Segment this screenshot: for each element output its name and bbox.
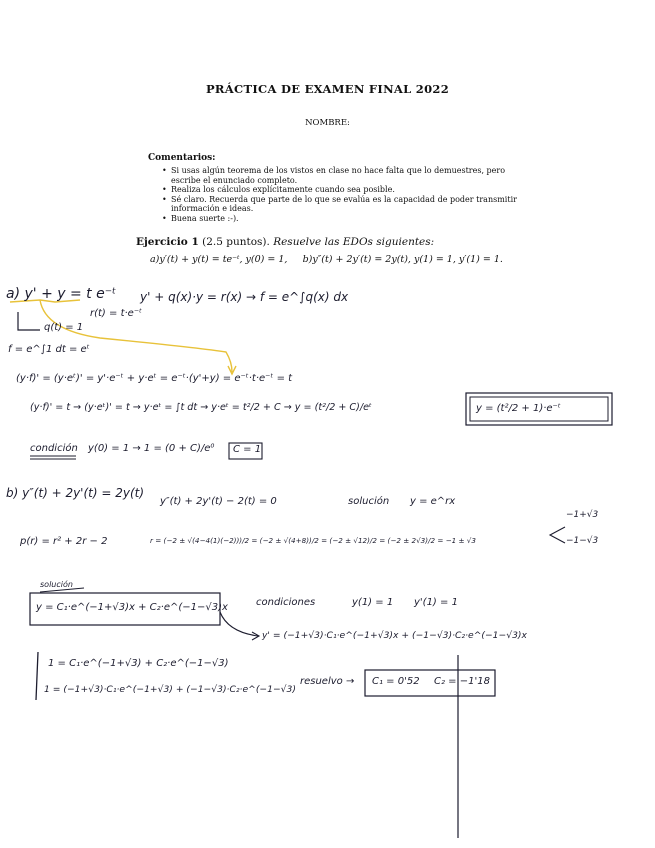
hw-b-ansatz: y = e^rx	[410, 496, 456, 507]
hw-b-derivative: y' = (−1+√3)·C₁·e^(−1+√3)x + (−1−√3)·C₂·e^(−1−√3)x	[262, 630, 527, 641]
comments-heading: Comentarios:	[148, 153, 216, 163]
equation-b: b)y″(t) + 2y′(t) = 2y(t), y(1) = 1, y′(1) = 1.	[302, 254, 503, 265]
hw-a-line1: a) y' + y = t e⁻ᵗ	[6, 286, 117, 302]
equation-a: a)y′(t) + y(t) = te⁻ᵗ, y(0) = 1,	[150, 254, 288, 265]
hw-b-general-solution: y = C₁·e^(−1+√3)x + C₂·e^(−1−√3)x	[36, 602, 228, 613]
hw-a-integral: (y·f)' = t → (y·eᵗ)' = t → y·eᵗ = ∫t dt → y·eᵗ = t²/2 + C → y = (t²/2 + C)/eᵗ	[30, 402, 372, 413]
hw-b-char-poly: p(r) = r² + 2r − 2	[20, 536, 108, 547]
hw-b-c2: C₂ = −1'18	[434, 676, 490, 687]
hw-b-general-label: solución	[40, 580, 73, 589]
bracket-a	[18, 312, 40, 330]
comment-item: • Si usas algún teorema de los vistos en clase no hace falta que lo demuestres, pero escribe el enunciado completo.	[160, 166, 520, 185]
hw-b-c1: C₁ = 0'52	[372, 676, 420, 687]
exercise-points: (2.5 puntos).	[202, 236, 270, 248]
hw-b-solucion-label: solución	[348, 496, 390, 507]
hw-a-general-form: y' + q(x)·y = r(x) → f = e^∫q(x) dx	[140, 290, 349, 304]
hw-a-r-def: r(t) = t·e⁻ᵗ	[90, 308, 143, 319]
exercise-label: Ejercicio 1	[136, 236, 199, 248]
exercise-prompt: Resuelve las EDOs siguientes:	[273, 236, 435, 248]
comment-item: • Sé claro. Recuerda que parte de lo que se evalúa es la capacidad de poder transmitir información e ideas.	[160, 195, 520, 214]
hw-b-root1: −1+√3	[566, 510, 599, 520]
hw-a-q-def: q(t) = 1	[44, 322, 84, 333]
hw-b-rewrite: y″(t) + 2y'(t) − 2(t) = 0	[160, 496, 277, 507]
name-label: NOMBRE:	[305, 118, 350, 128]
hw-b-cond1: y(1) = 1	[352, 597, 394, 608]
hw-b-system1: 1 = C₁·e^(−1+√3) + C₂·e^(−1−√3)	[48, 658, 229, 669]
comment-item: • Realiza los cálculos explícitamente cuando sea posible.	[160, 185, 520, 195]
hw-b-conditions-label: condiciones	[256, 597, 316, 608]
hw-b-system2: 1 = (−1+√3)·C₁·e^(−1+√3) + (−1−√3)·C₂·e^(−1−√3)	[44, 684, 296, 695]
hw-b-cond2: y'(1) = 1	[414, 597, 458, 608]
hw-a-f-def: f = e^∫1 dt = eᵗ	[8, 344, 90, 355]
hw-a-solution: y = (t²/2 + 1)·e⁻ᵗ	[476, 403, 561, 414]
hw-b-line1: b) y″(t) + 2y'(t) = 2y(t)	[6, 486, 145, 500]
page-title: PRÁCTICA DE EXAMEN FINAL 2022	[205, 82, 450, 96]
hw-a-product: (y·f)' = (y·eᵗ)' = y'·e⁻ᵗ + y·eᵗ = e⁻ᵗ·(y'+y) = e⁻ᵗ·t·e⁻ᵗ = t	[16, 373, 293, 384]
hw-a-c-result: C = 1	[233, 444, 262, 455]
hw-b-quadratic: r = (−2 ± √(4−4(1)(−2)))/2 = (−2 ± √(4+8))/2 = (−2 ± √12)/2 = (−2 ± 2√3)/2 = −1 ± √3	[150, 536, 476, 545]
system-brace	[36, 652, 38, 700]
hw-b-root2: −1−√3	[566, 536, 599, 546]
roots-branch	[550, 527, 565, 543]
hw-b-resuelvo: resuelvo →	[300, 676, 355, 687]
hw-a-condition-label: condición	[30, 443, 78, 454]
condicion-underline	[30, 456, 76, 459]
hw-a-condition: y(0) = 1 → 1 = (0 + C)/e⁰	[88, 443, 215, 454]
comment-item: • Buena suerte :-).	[160, 214, 520, 224]
